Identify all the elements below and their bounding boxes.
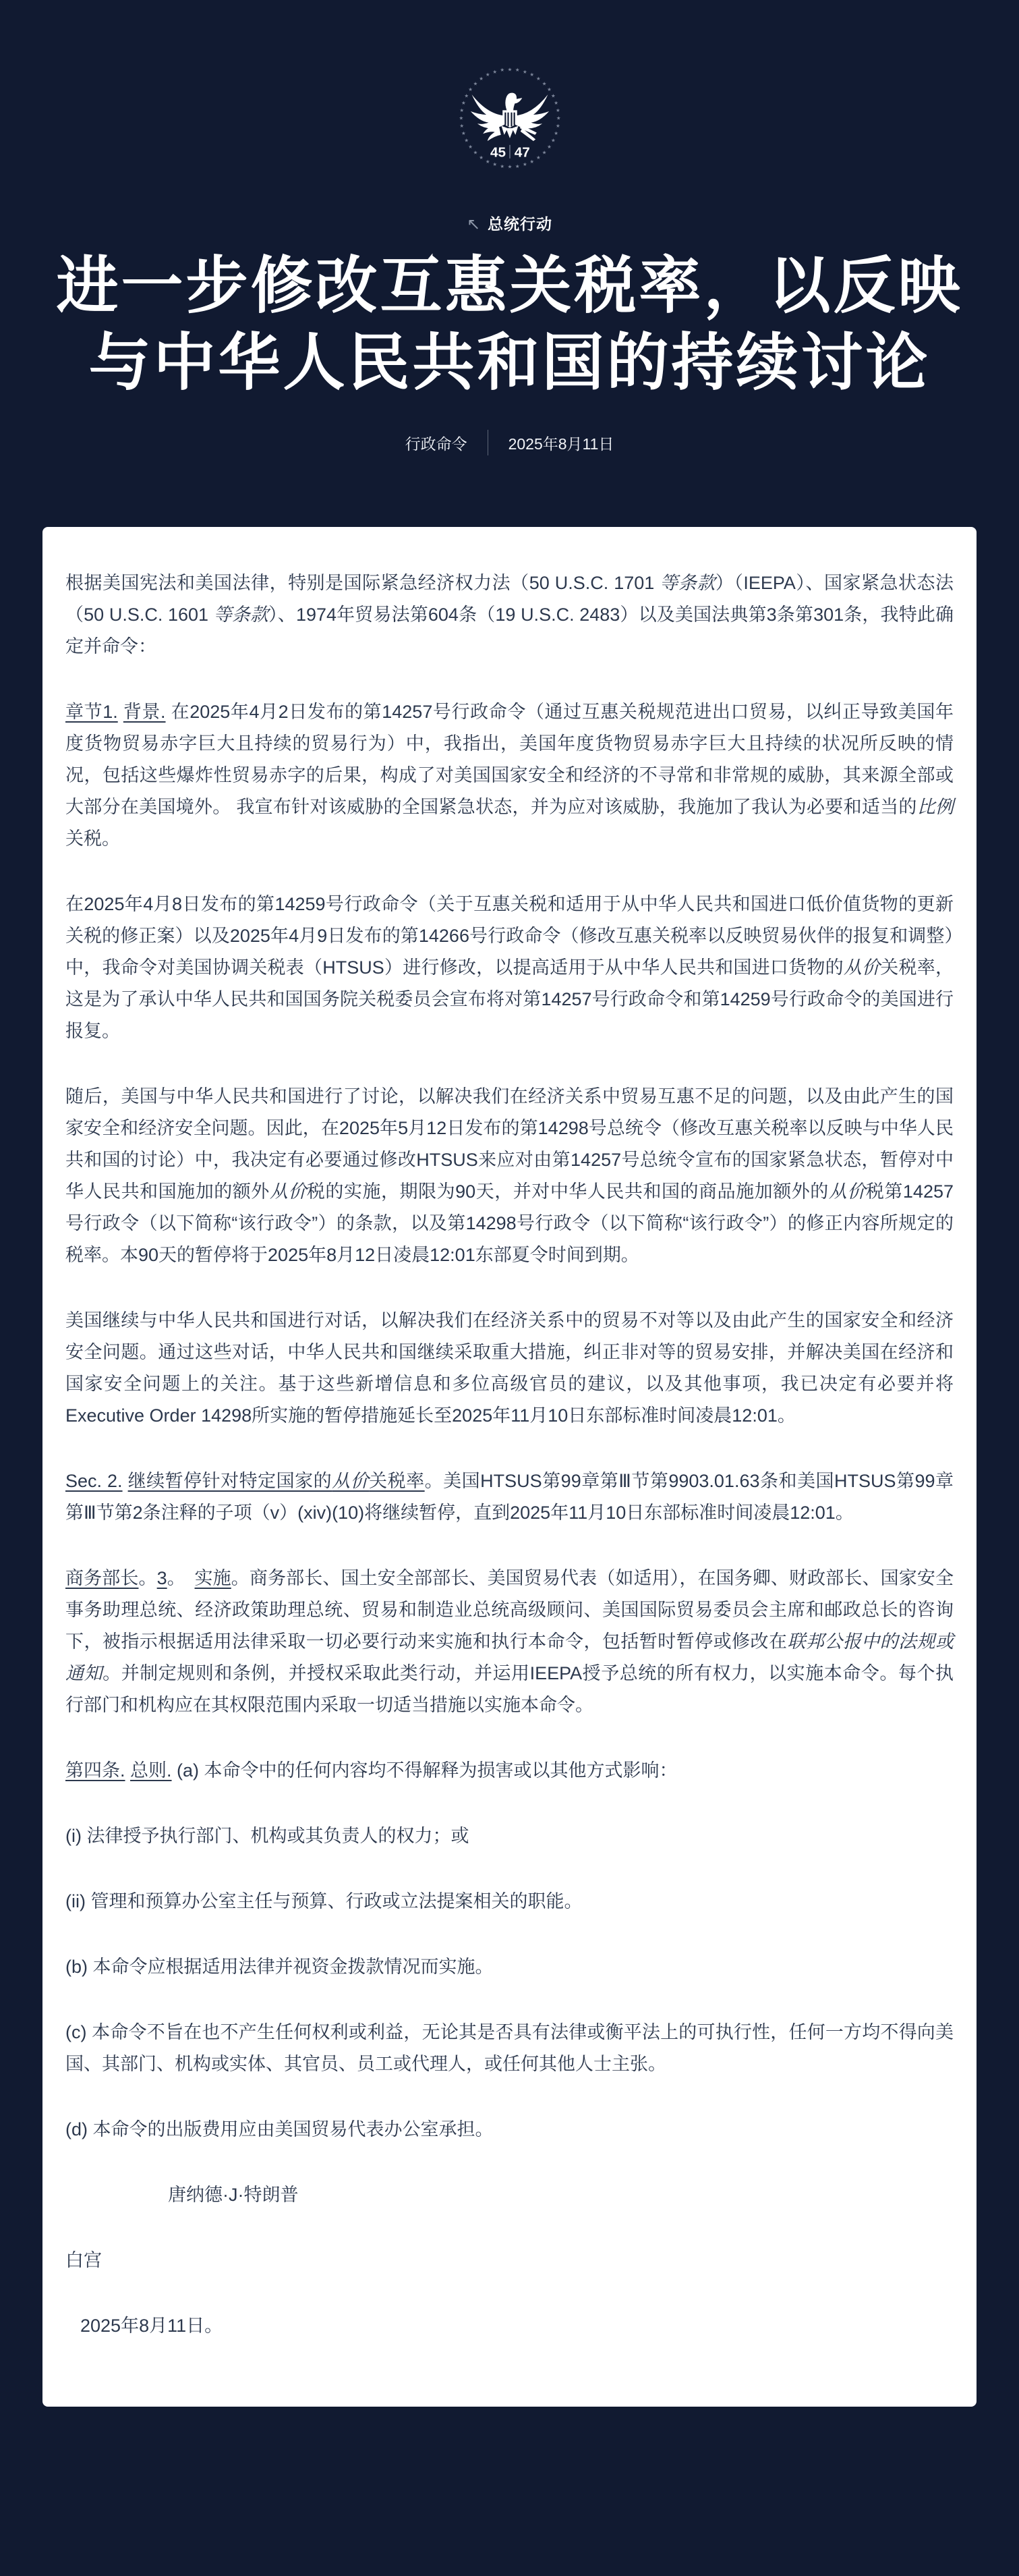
order-paragraph: 第四条. 总则. (a) 本命令中的任何内容均不得解释为损害或以其他方式影响： <box>65 1760 678 1781</box>
svg-text:★: ★ <box>478 76 484 82</box>
svg-text:★: ★ <box>556 115 561 121</box>
svg-text:★: ★ <box>473 80 477 87</box>
page-title <box>20 248 999 401</box>
svg-text:★: ★ <box>515 163 520 169</box>
order-document <box>42 527 977 2407</box>
svg-text:★: ★ <box>546 86 552 93</box>
signature-date: 2025年8月11日。 <box>80 2316 223 2336</box>
order-paragraph: (c) 本命令不旨在也不产生任何权利或利益，无论其是否具有法律或衡平法上的可执行性，任何一方均不得向美国、其部门、机构或实体、其官员、员工或代理人，或任何其他人士主张。 <box>65 2022 954 2075</box>
svg-text:★: ★ <box>492 68 497 75</box>
order-paragraph: (i) 法律授予执行部门、机构或其负责人的权力；或 <box>65 1826 469 1847</box>
title-line-2: 与中华人民共和国的持续讨论 <box>88 329 931 398</box>
svg-text:★: ★ <box>463 137 469 144</box>
svg-text:★: ★ <box>553 100 558 107</box>
svg-text:★: ★ <box>473 149 477 156</box>
breadcrumb-presidential-actions[interactable] <box>467 212 552 234</box>
seal-term-45: 45 <box>490 144 506 161</box>
svg-text:★: ★ <box>492 161 497 168</box>
svg-text:★: ★ <box>507 163 512 170</box>
title-line-1: 进一步修改互惠关税率，以反映 <box>56 252 963 320</box>
signature-place: 白宫 <box>65 2250 102 2271</box>
svg-text:★: ★ <box>478 154 484 161</box>
eagle-icon <box>470 93 548 141</box>
arrow-up-left-icon: ↖ <box>466 215 482 233</box>
svg-text:★: ★ <box>485 158 490 165</box>
svg-text:★: ★ <box>522 68 527 75</box>
page-header <box>0 62 1019 455</box>
svg-text:★: ★ <box>555 122 560 129</box>
page <box>0 62 1019 2426</box>
svg-text:★: ★ <box>499 67 504 74</box>
svg-text:★: ★ <box>522 161 527 168</box>
svg-text:★: ★ <box>546 143 552 150</box>
svg-text:★: ★ <box>507 66 512 73</box>
svg-text:★: ★ <box>529 72 534 78</box>
order-paragraph: 随后，美国与中华人民共和国进行了讨论，以解决我们在经济关系中贸易互惠不足的问题，以及由此产生的国家安全和经济安全问题。因此，在2025年5月12日发布的第14298号总统令（修改互惠关税率以反映与中华人民共和国的讨论）中，我决定有必要通过修改HTSUS来应对由第14257号总统令宣布的国家紧急状态，暂停对中华人民共和国施加的额外从价税的实施，期限为90天，并对中华人民共和国的商品施加额外的从价税第14257号行政令（以下简称“该行政令”）的条款，以及第14298号行政令（以下简称“该行政令”）的修正内容所规定的税率。本90天的暂停将于2025年8月12日凌晨12:01东部夏令时间到期。 <box>65 1086 954 1266</box>
svg-text:★: ★ <box>463 92 469 99</box>
order-paragraph: 根据美国宪法和美国法律，特别是国际紧急经济权力法（50 U.S.C. 1701 等条款）（IEEPA）、国家紧急状态法（50 U.S.C. 1601 等条款）、1974年贸易法第604条（19 U.S.C. 2483）以及美国法典第3条第301条，我特此确定并命令： <box>65 573 954 657</box>
signature-name: 唐纳德·J·特朗普 <box>168 2185 299 2206</box>
svg-text:★: ★ <box>467 86 473 93</box>
svg-text:★: ★ <box>515 67 520 74</box>
svg-text:★: ★ <box>550 137 556 144</box>
svg-text:★: ★ <box>459 107 464 114</box>
meta-category: 行政命令 <box>405 435 467 453</box>
breadcrumb-label: 总统行动 <box>488 215 553 233</box>
svg-text:★: ★ <box>467 143 473 150</box>
order-paragraph: (ii) 管理和预算办公室主任与预算、行政或立法提案相关的职能。 <box>65 1891 583 1912</box>
order-paragraph: Sec. 2. 继续暂停针对特定国家的从价关税率。美国HTSUS第99章第Ⅲ节第9903.01.63条和美国HTSUS第99章第Ⅲ节第2条注释的子项（v）(xiv)(10)将继续暂停，直到2025年11月10日东部标准时间凌晨12:01。 <box>65 1471 954 1523</box>
svg-text:★: ★ <box>499 163 504 169</box>
svg-text:★: ★ <box>529 158 534 165</box>
svg-text:★: ★ <box>550 92 556 99</box>
meta-row <box>0 430 1019 455</box>
svg-text:★: ★ <box>461 130 466 136</box>
svg-text:★: ★ <box>555 107 560 114</box>
svg-text:★: ★ <box>542 80 546 87</box>
order-paragraph: 在2025年4月8日发布的第14259号行政命令（关于互惠关税和适用于从中华人民共和国进口低价值货物的更新关税的修正案）以及2025年4月9日发布的第14266号行政命令（修改互惠关税率以反映贸易伙伴的报复和调整）中，我命令对美国协调关税表（HTSUS）进行修改，以提高适用于从中华人民共和国进口货物的从价关税率，这是为了承认中华人民共和国国务院关税委员会宣布将对第14257号行政命令和第14259号行政命令的美国进行报复。 <box>65 894 954 1042</box>
order-paragraph: 商务部长。3。 实施。商务部长、国土安全部部长、美国贸易代表（如适用），在国务卿、财政部长、国家安全事务助理总统、经济政策助理总统、贸易和制造业总统高级顾问、美国国际贸易委员会主席和邮政总长的咨询下，被指示根据适用法律采取一切必要行动来实施和执行本命令，包括暂时暂停或修改在联邦公报中的法规或通知。并制定规则和条例，并授权采取此类行动，并运用IEEPA授予总统的所有权力，以实施本命令。每个执行部门和机构应在其权限范围内采取一切适当措施以实施本命令。 <box>65 1568 954 1716</box>
svg-text:★: ★ <box>535 154 541 161</box>
svg-text:★: ★ <box>461 100 466 107</box>
svg-text:★: ★ <box>542 149 546 156</box>
seal-term-47: 47 <box>514 144 530 161</box>
order-paragraph: 章节1. 背景. 在2025年4月2日发布的第14257号行政命令（通过互惠关税规范进出口贸易，以纠正导致美国年度货物贸易赤字巨大且持续的贸易行为）中，我指出，美国年度货物贸易赤字巨大且持续的状况所反映的情况，包括这些爆炸性贸易赤字的后果，构成了对美国国家安全和经济的不寻常和非常规的威胁，其来源全部或大部分在美国境外。 我宣布针对该威胁的全国紧急状态，并为应对该威胁，我施加了我认为必要和适当的比例关税。 <box>65 702 954 849</box>
order-paragraph: 美国继续与中华人民共和国进行对话，以解决我们在经济关系中的贸易不对等以及由此产生的国家安全和经济安全问题。通过这些对话，中华人民共和国继续采取重大措施，纠正非对等的贸易安排，并解决美国在经济和国家安全问题上的关注。基于这些新增信息和多位高级官员的建议，以及其他事项，我已决定有必要并将Executive Order 14298所实施的暂停措施延长至2025年11月10日东部标准时间凌晨12:01。 <box>65 1310 954 1426</box>
order-paragraph: (d) 本命令的出版费用应由美国贸易代表办公室承担。 <box>65 2119 494 2140</box>
svg-text:★: ★ <box>459 122 464 129</box>
svg-text:★: ★ <box>458 115 463 121</box>
meta-date: 2025年8月11日 <box>508 435 614 453</box>
svg-text:★: ★ <box>485 72 490 78</box>
order-paragraph: (b) 本命令应根据适用法律并视资金拨款情况而实施。 <box>65 1957 494 1978</box>
svg-text:★: ★ <box>535 76 541 82</box>
presidential-seal-icon <box>454 62 566 174</box>
svg-text:★: ★ <box>553 130 558 136</box>
